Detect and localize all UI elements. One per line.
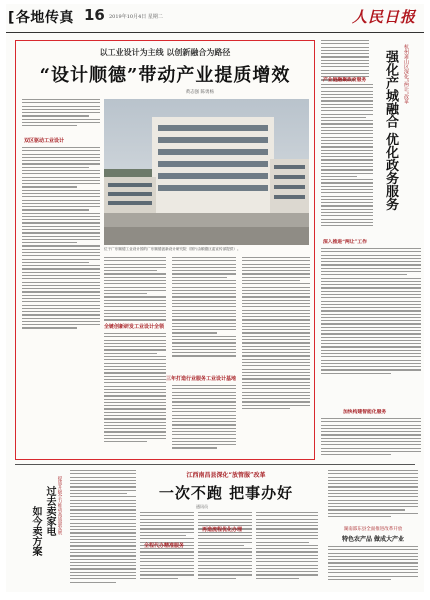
- feature-kicker: 以工业设计为主线 以创新融合为路径: [99, 47, 231, 57]
- feature-subhead-3: 三年打造行业服务工业设计基地: [166, 376, 237, 382]
- lower-left-article: [16, 466, 68, 586]
- lower-left-title-1: 过去卖家电: [44, 486, 55, 536]
- photo-caption: 位于广东顺德工业设计园的广东顺德创新设计研究院（图片由顺德区委宣传部提供）。: [104, 247, 241, 251]
- newspaper-page: [6, 4, 424, 592]
- feature-text-col1: [22, 147, 100, 331]
- newspaper-logo: 人民日报: [351, 8, 416, 26]
- lower-text-col2: [198, 512, 252, 581]
- building-photo-image: [104, 99, 309, 245]
- feature-text-col2b: [104, 333, 166, 445]
- feature-text-col2: [104, 257, 166, 323]
- lower-subhead-1: 全程代办精准服务: [144, 543, 185, 549]
- right-col-subhead-1: 产业链融聚政府服务: [323, 77, 367, 83]
- feature-intro-text: [22, 99, 100, 129]
- feature-photo: [104, 99, 309, 245]
- right-col-title: 强化产城融合 优化政务服务: [383, 50, 398, 211]
- lower-subhead-2: 再造流程优化办理: [202, 527, 243, 533]
- feature-text-col3b: [172, 385, 236, 451]
- feature-text-col3: [172, 257, 236, 359]
- feature-byline: 黄志强 陈勇杨: [185, 90, 214, 95]
- feature-headline: “设计顺德”带动产业提质增效: [39, 65, 291, 86]
- feature-subhead-1: 双区驱动工业设计: [24, 138, 65, 144]
- lower-byline: 通讯员: [196, 504, 208, 509]
- right-col-subhead-3: 加快构建智能化服务: [343, 409, 387, 415]
- section-name: [各地传真: [8, 10, 74, 26]
- section-divider: [15, 464, 415, 465]
- masthead: [6, 4, 424, 33]
- lower-left-text: [70, 470, 136, 585]
- lower-left-kicker: 提质升级全力推动高质量发展: [57, 476, 62, 535]
- feature-subhead-2: 全链创新研发工业设计全领: [104, 324, 165, 330]
- lower-left-title-2: 如今卖方案: [30, 506, 41, 556]
- page-number: 16: [84, 6, 105, 24]
- lower-headline: 一次不跑 把事办好: [158, 484, 294, 502]
- right-col-kicker: 杭州萧山区深化“两让”改革: [403, 44, 409, 105]
- lower-kicker: 江西南昌县深化“放管服”改革: [186, 472, 266, 479]
- feature-text-col4: [242, 257, 310, 411]
- lower-text-col3: [256, 512, 318, 581]
- lower-right-kicker: 湖南邵东县全面推进改革开放: [343, 527, 403, 532]
- publication-date: 2019年10月4日 星期二: [109, 14, 163, 20]
- right-col-subhead-2: 深入推进“两让”工作: [323, 239, 367, 245]
- lower-right-title: 特色农产品 做成大产业: [341, 536, 405, 543]
- lower-right-text-top: [328, 470, 418, 519]
- right-col-text-2: [321, 248, 421, 376]
- right-col-text-3: [321, 418, 421, 457]
- right-col-text-1: [321, 84, 373, 228]
- lower-right-text: [328, 546, 418, 582]
- feature-article: [15, 40, 315, 460]
- right-column-article: [321, 40, 421, 460]
